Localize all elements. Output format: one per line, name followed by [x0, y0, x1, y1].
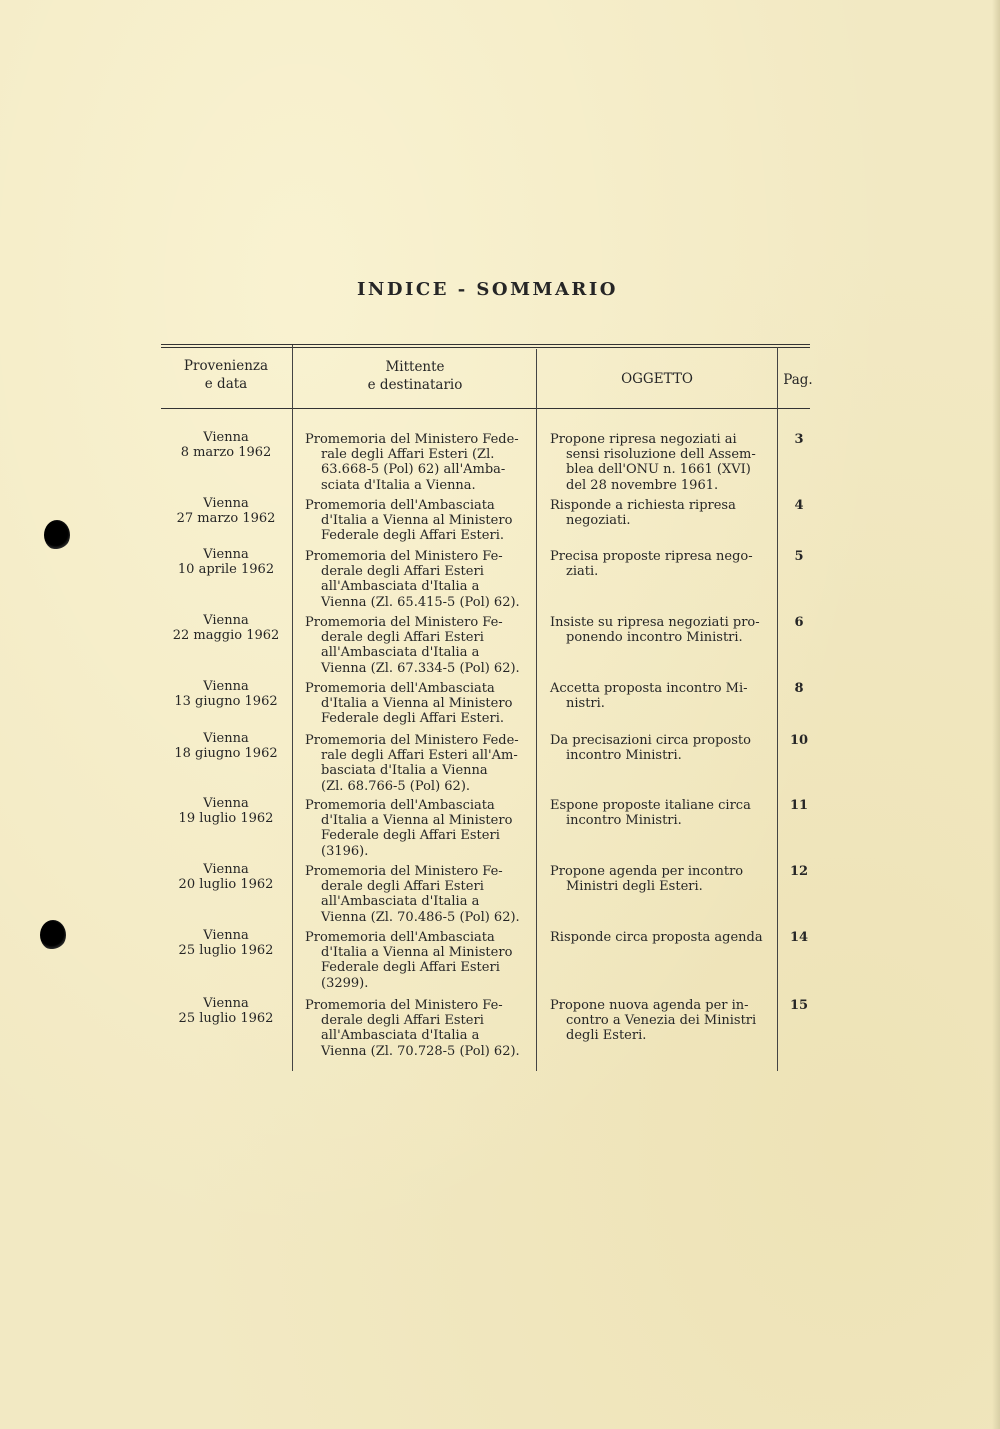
row-provenienza-data	[163, 796, 289, 826]
text-line: all'Ambasciata d'Italia a	[321, 579, 480, 595]
row-mittente-destinatario	[305, 930, 527, 991]
text-line: d'Italia a Vienna al Ministero	[321, 513, 513, 529]
text-line: negoziati.	[566, 513, 631, 529]
row-mittente-destinatario	[305, 498, 527, 544]
row-page-number: 14	[789, 930, 809, 945]
header-mittente-line2: e destinatario	[367, 377, 463, 393]
text-line: Promemoria del Ministero Fe-	[305, 864, 503, 879]
row-mittente-destinatario	[305, 798, 527, 859]
text-line: 27 marzo 1962	[176, 511, 276, 527]
text-line: del 28 novembre 1961.	[566, 477, 719, 493]
text-line: Promemoria dell'Ambasciata	[305, 681, 495, 696]
text-line: Insiste su ripresa negoziati pro-	[550, 615, 760, 630]
text-line: 25 luglio 1962	[178, 1011, 274, 1027]
text-line: Promemoria dell'Ambasciata	[305, 498, 495, 513]
row-provenienza-data	[163, 496, 289, 526]
text-line: 63.668-5 (Pol) 62) all'Amba-	[321, 462, 506, 478]
header-oggetto: OGGETTO	[621, 371, 693, 387]
row-provenienza-data	[163, 996, 289, 1026]
column-divider-2	[536, 349, 537, 1071]
row-oggetto	[550, 930, 770, 945]
text-line: Vienna (Zl. 65.415-5 (Pol) 62).	[321, 594, 520, 610]
header-provenienza-line2: e data	[204, 376, 248, 392]
row-page-number: 12	[789, 864, 809, 879]
row-provenienza-data	[163, 928, 289, 958]
text-line: Precisa proposte ripresa nego-	[550, 549, 753, 564]
text-line: derale degli Affari Esteri	[321, 630, 484, 646]
text-line: Promemoria del Ministero Fede-	[305, 432, 519, 447]
page-edge-shadow	[992, 0, 1000, 1429]
text-line: degli Esteri.	[566, 1028, 647, 1044]
text-line: 22 maggio 1962	[172, 628, 280, 644]
text-line: all'Ambasciata d'Italia a	[321, 894, 480, 910]
text-line: Vienna	[203, 928, 249, 943]
text-line: Vienna	[203, 547, 249, 562]
text-line: Promemoria del Ministero Fede-	[305, 733, 519, 748]
row-oggetto	[550, 998, 770, 1044]
text-line: Promemoria dell'Ambasciata	[305, 930, 495, 945]
text-line: 8 marzo 1962	[180, 445, 272, 461]
row-mittente-destinatario	[305, 998, 527, 1059]
text-line: 13 giugno 1962	[174, 694, 278, 710]
text-line: Vienna	[203, 862, 249, 877]
text-line: Espone proposte italiane circa	[550, 798, 751, 813]
header-provenienza-line1: Provenienza	[183, 358, 269, 374]
text-line: rale degli Affari Esteri all'Am-	[321, 748, 518, 764]
row-provenienza-data	[163, 731, 289, 761]
text-line: sensi risoluzione dell Assem-	[566, 447, 756, 463]
text-line: Vienna (Zl. 70.486-5 (Pol) 62).	[321, 909, 520, 925]
text-line: (Zl. 68.766-5 (Pol) 62).	[321, 778, 471, 794]
text-line: Vienna	[203, 613, 249, 628]
row-mittente-destinatario	[305, 432, 527, 493]
table-top-rule-double	[161, 347, 810, 348]
row-oggetto	[550, 681, 770, 711]
text-line: d'Italia a Vienna al Ministero	[321, 696, 513, 712]
row-page-number: 15	[789, 998, 809, 1013]
text-line: blea dell'ONU n. 1661 (XVI)	[566, 462, 751, 478]
row-oggetto	[550, 864, 770, 894]
text-line: basciata d'Italia a Vienna	[321, 763, 488, 779]
table-top-rule	[161, 344, 810, 345]
row-oggetto	[550, 615, 770, 645]
text-line: 19 luglio 1962	[178, 811, 274, 827]
punch-hole-bottom	[40, 920, 66, 950]
text-line: d'Italia a Vienna al Ministero	[321, 945, 513, 961]
text-line: derale degli Affari Esteri	[321, 879, 484, 895]
row-oggetto	[550, 549, 770, 579]
header-provenienza	[163, 357, 289, 393]
row-provenienza-data	[163, 862, 289, 892]
punch-hole-top	[44, 520, 70, 550]
row-provenienza-data	[163, 547, 289, 577]
text-line: Vienna	[203, 496, 249, 511]
row-provenienza-data	[163, 613, 289, 643]
text-line: Vienna	[203, 679, 249, 694]
text-line: Federale degli Affari Esteri	[321, 960, 500, 976]
column-divider-3	[777, 347, 778, 1071]
row-provenienza-data	[163, 679, 289, 709]
text-line: 10 aprile 1962	[177, 562, 275, 578]
row-page-number: 4	[794, 498, 804, 513]
text-line: Accetta proposta incontro Mi-	[550, 681, 748, 696]
text-line: Vienna (Zl. 67.334-5 (Pol) 62).	[321, 660, 520, 676]
row-page-number: 3	[794, 432, 804, 447]
header-mittente-line1: Mittente	[385, 359, 445, 375]
row-page-number: 10	[789, 733, 809, 748]
text-line: (3299).	[321, 975, 369, 991]
column-divider-1	[292, 345, 293, 1071]
row-mittente-destinatario	[305, 549, 527, 610]
text-line: (3196).	[321, 843, 369, 859]
text-line: 20 luglio 1962	[178, 877, 274, 893]
row-page-number: 8	[794, 681, 804, 696]
header-pag: Pag.	[783, 372, 813, 388]
row-mittente-destinatario	[305, 733, 527, 794]
row-mittente-destinatario	[305, 615, 527, 676]
text-line: Federale degli Affari Esteri	[321, 828, 500, 844]
row-mittente-destinatario	[305, 681, 527, 727]
row-provenienza-data	[163, 430, 289, 460]
text-line: ziati.	[566, 564, 599, 580]
text-line: Risponde circa proposta agenda	[550, 930, 763, 945]
text-line: ponendo incontro Ministri.	[566, 630, 743, 646]
text-line: Federale degli Affari Esteri.	[321, 528, 504, 544]
text-line: Vienna	[203, 430, 249, 445]
text-line: rale degli Affari Esteri (Zl.	[321, 447, 495, 463]
text-line: Ministri degli Esteri.	[566, 879, 703, 895]
text-line: Vienna	[203, 731, 249, 746]
row-oggetto	[550, 798, 770, 828]
text-line: derale degli Affari Esteri	[321, 1013, 484, 1029]
text-line: incontro Ministri.	[566, 748, 682, 764]
page-title: INDICE - SOMMARIO	[356, 279, 618, 300]
text-line: Propone ripresa negoziati ai	[550, 432, 737, 447]
text-line: Federale degli Affari Esteri.	[321, 711, 504, 727]
row-oggetto	[550, 432, 770, 493]
text-line: Da precisazioni circa proposto	[550, 733, 751, 748]
text-line: nistri.	[566, 696, 605, 712]
text-line: 18 giugno 1962	[174, 746, 278, 762]
text-line: Promemoria del Ministero Fe-	[305, 998, 503, 1013]
row-page-number: 5	[794, 549, 804, 564]
text-line: d'Italia a Vienna al Ministero	[321, 813, 513, 829]
row-page-number: 11	[789, 798, 809, 813]
text-line: 25 luglio 1962	[178, 943, 274, 959]
text-line: all'Ambasciata d'Italia a	[321, 645, 480, 661]
table-header-rule	[161, 408, 810, 409]
text-line: Propone nuova agenda per in-	[550, 998, 749, 1013]
text-line: Vienna	[203, 796, 249, 811]
text-line: contro a Venezia dei Ministri	[566, 1013, 757, 1029]
text-line: Vienna	[203, 996, 249, 1011]
header-mittente	[296, 358, 534, 394]
text-line: Risponde a richiesta ripresa	[550, 498, 736, 513]
text-line: Propone agenda per incontro	[550, 864, 744, 879]
row-mittente-destinatario	[305, 864, 527, 925]
text-line: sciata d'Italia a Vienna.	[321, 477, 476, 493]
text-line: Promemoria del Ministero Fe-	[305, 615, 503, 630]
text-line: Vienna (Zl. 70.728-5 (Pol) 62).	[321, 1043, 520, 1059]
row-page-number: 6	[794, 615, 804, 630]
text-line: all'Ambasciata d'Italia a	[321, 1028, 480, 1044]
text-line: Promemoria dell'Ambasciata	[305, 798, 495, 813]
row-oggetto	[550, 498, 770, 528]
text-line: incontro Ministri.	[566, 813, 682, 829]
row-oggetto	[550, 733, 770, 763]
text-line: Promemoria del Ministero Fe-	[305, 549, 503, 564]
text-line: derale degli Affari Esteri	[321, 564, 484, 580]
